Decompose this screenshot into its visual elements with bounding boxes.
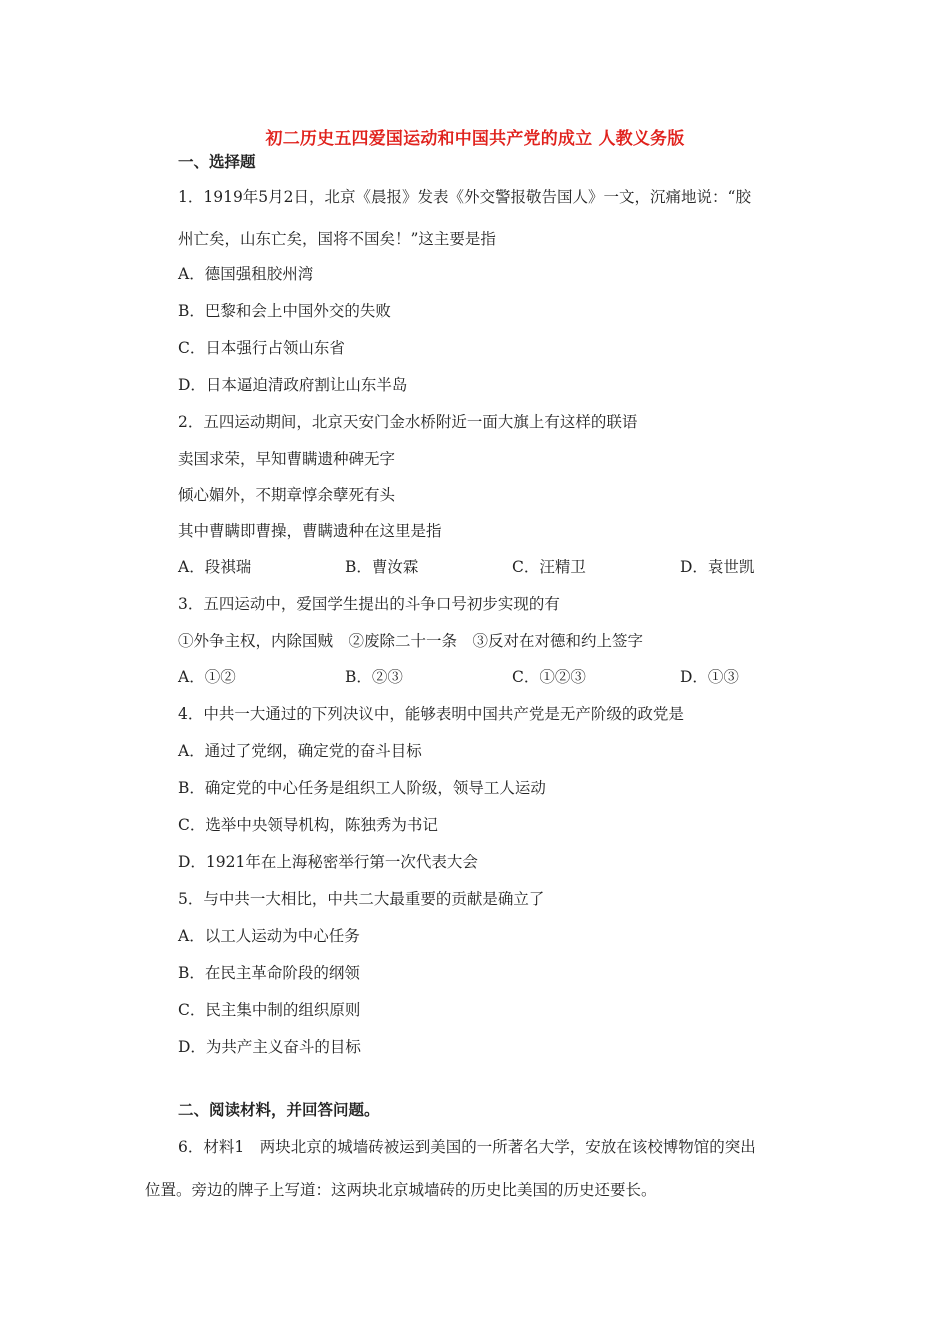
question-4-option-d: D．1921年在上海秘密举行第一次代表大会 xyxy=(178,853,478,871)
document-title: 初二历史五四爱国运动和中国共产党的成立 人教义务版 xyxy=(265,129,685,149)
question-3-option-b: B．②③ xyxy=(345,668,403,686)
question-4-option-a: A．通过了党纲，确定党的奋斗目标 xyxy=(178,742,422,760)
question-6-material-1-cont: 位置。旁边的牌子上写道：这两块北京城墙砖的历史比美国的历史还要长。 xyxy=(145,1181,657,1199)
question-1-stem: 1．1919年5月2日，北京《晨报》发表《外交警报敬告国人》一文，沉痛地说：“胶 xyxy=(178,188,751,206)
question-5-option-c: C．民主集中制的组织原则 xyxy=(178,1001,361,1019)
question-5-option-d: D．为共产主义奋斗的目标 xyxy=(178,1038,361,1056)
question-1-option-b: B．巴黎和会上中国外交的失败 xyxy=(178,302,391,320)
question-5-option-a: A．以工人运动为中心任务 xyxy=(178,927,360,945)
question-4-option-c: C．选举中央领导机构，陈独秀为书记 xyxy=(178,816,438,834)
question-2-stem: 2．五四运动期间，北京天安门金水桥附近一面大旗上有这样的联语 xyxy=(178,413,638,431)
question-1-stem-cont: 州亡矣，山东亡矣，国将不国矣！”这主要是指 xyxy=(178,230,496,248)
question-5-option-b: B．在民主革命阶段的纲领 xyxy=(178,964,360,982)
question-2-option-c: C．汪精卫 xyxy=(512,558,586,576)
question-6-material-1: 6．材料1 两块北京的城墙砖被运到美国的一所著名大学，安放在该校博物馆的突出 xyxy=(178,1138,756,1156)
question-4-stem: 4．中共一大通过的下列决议中，能够表明中国共产党是无产阶级的政党是 xyxy=(178,705,684,723)
question-1-option-d: D．日本逼迫清政府割让山东半岛 xyxy=(178,376,408,394)
question-3-option-d: D．①③ xyxy=(680,668,739,686)
question-2-option-b: B．曹汝霖 xyxy=(345,558,419,576)
question-2-option-a: A．段祺瑞 xyxy=(178,558,252,576)
question-5-stem: 5．与中共一大相比，中共二大最重要的贡献是确立了 xyxy=(178,890,545,908)
question-4-option-b: B．确定党的中心任务是组织工人阶级，领导工人运动 xyxy=(178,779,546,797)
question-3-option-a: A．①② xyxy=(178,668,236,686)
question-2-option-d: D．袁世凯 xyxy=(680,558,755,576)
question-2-couplet-1: 卖国求荣，早知曹瞒遗种碑无字 xyxy=(178,450,396,468)
question-3-stem: 3．五四运动中，爱国学生提出的斗争口号初步实现的有 xyxy=(178,595,560,613)
section-heading-choice: 一、选择题 xyxy=(178,152,256,171)
question-1-option-c: C．日本强行占领山东省 xyxy=(178,339,345,357)
section-heading-reading: 二、阅读材料，并回答问题。 xyxy=(178,1100,380,1119)
question-3-option-c: C．①②③ xyxy=(512,668,586,686)
question-2-couplet-2: 倾心媚外，不期章惇余孽死有头 xyxy=(178,486,396,504)
question-3-items: ①外争主权，内除国贼 ②废除二十一条 ③反对在对德和约上签字 xyxy=(178,632,644,650)
question-1-option-a: A．德国强租胶州湾 xyxy=(178,265,314,283)
question-2-note: 其中曹瞒即曹操，曹瞒遗种在这里是指 xyxy=(178,522,442,540)
